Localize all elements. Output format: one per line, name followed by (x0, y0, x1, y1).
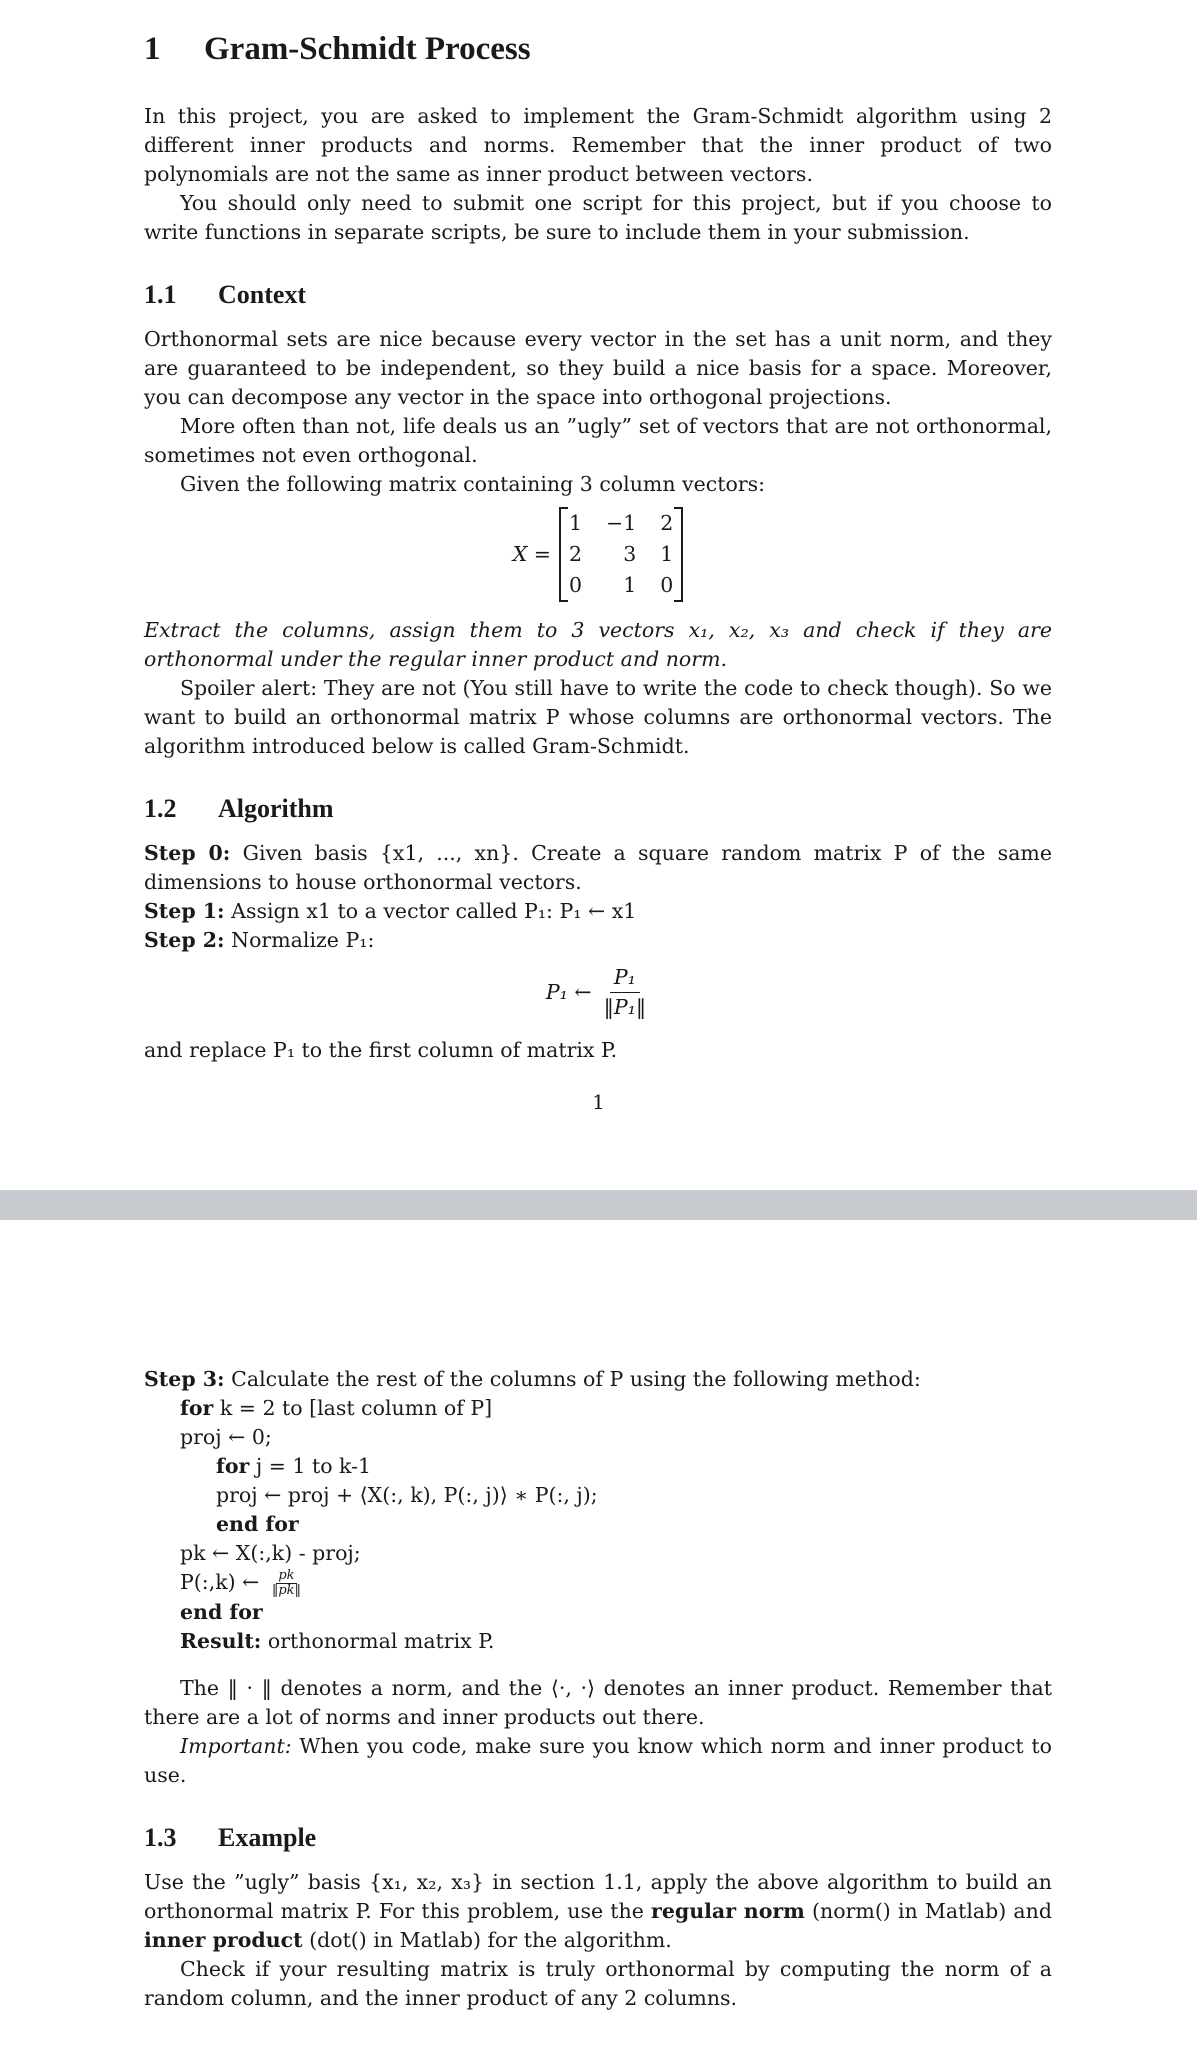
context-paragraph-2: More often than not, life deals us an ”ugly” set of vectors that are not orthonormal, sometimes not even orthogonal. (144, 414, 1052, 467)
matrix-cell: 1 (623, 573, 637, 597)
page-2 (0, 1220, 1197, 2048)
normalize-fraction (600, 963, 651, 1022)
fraction-denominator: ‖P₁‖ (603, 995, 647, 1019)
for-k-line: for k = 2 to [last column of P] (180, 1396, 493, 1420)
section-title: 1 Gram-Schmidt Process (144, 31, 531, 67)
matrix-cell: 0 (568, 573, 583, 597)
page-2-content (144, 1365, 1052, 2013)
example-paragraph-2: Check if your resulting matrix is truly orthonormal by computing the norm of a random column, and the inner product of any 2 columns. (144, 1957, 1052, 2010)
matrix-equation (144, 507, 1052, 602)
subsection-example-heading: 1.3 Example (144, 1823, 317, 1852)
italic-note: Extract the columns, assign them to 3 vectors x₁, x₂, x₃ and check if they are orthonormal under the regular inner product and norm. (144, 618, 1052, 671)
eq-lhs: P₁ ← (545, 980, 592, 1004)
step-0: Step 0: Given basis {x1, ..., xn}. Create a square random matrix P of the same dimensions to house orthonormal vectors. (144, 841, 1052, 894)
proj-update-line: proj ← proj + ⟨X(:, k), P(:, j)⟩ ∗ P(:, j); (216, 1483, 598, 1507)
algorithm-pseudocode (180, 1394, 1052, 1656)
intro-paragraph-2: You should only need to submit one script for this project, but if you choose to write functions in separate scripts, be sure to include them in your submission. (144, 191, 1052, 244)
matrix-cell: 3 (623, 542, 637, 566)
outer-end-for: end for (180, 1600, 263, 1624)
step-2: Step 2: Normalize P₁: (144, 928, 375, 952)
matrix-label: X = (512, 542, 551, 566)
for-j-line: for j = 1 to k-1 (216, 1454, 372, 1478)
example-paragraph-1: Use the ”ugly” basis {x₁, x₂, x₃} in section 1.1, apply the above algorithm to build an orthonormal matrix P. For this problem, use the regular norm (norm() in Matlab) and inner product (dot() in Matlab) for the algorithm. (144, 1870, 1052, 1952)
step-1: Step 1: Assign x1 to a vector called P₁: P₁ ← x1 (144, 899, 637, 923)
intro-paragraph-1: In this project, you are asked to implement the Gram-Schmidt algorithm using 2 different inner products and norms. Remember that the inner product of two polynomials are not the same as inner product between vectors. (144, 104, 1052, 186)
inner-end-for: end for (216, 1512, 299, 1536)
matrix-cell: 0 (660, 573, 674, 597)
pk-fraction: $\frac{pk}{‖pk‖}$ (271, 1568, 302, 1598)
subsection-context-heading: 1.1 Context (144, 280, 307, 309)
matrix-x (559, 507, 683, 602)
norms-paragraph: The ‖ · ‖ denotes a norm, and the ⟨·, ·⟩ denotes an inner product. Remember that there are a lot of norms and inner products out there. (144, 1676, 1052, 1729)
pk-line: pk ← X(:,k) - proj; (180, 1541, 361, 1565)
matrix-body (559, 507, 683, 602)
matrix-cell: 2 (568, 542, 583, 566)
step-3: Step 3: Calculate the rest of the columns of P using the following method: (144, 1367, 921, 1391)
page-1-content (144, 22, 1052, 1065)
matrix-cell: 1 (660, 542, 674, 566)
page-number: 1 (592, 1090, 605, 1114)
proj-init-line: proj ← 0; (180, 1425, 272, 1449)
fraction-numerator: P₁ (610, 963, 640, 993)
page-separator (0, 1190, 1197, 1220)
matrix-cell: 2 (660, 511, 674, 535)
context-paragraph-3: Given the following matrix containing 3 column vectors: (180, 472, 766, 496)
matrix-cell: −1 (606, 511, 637, 535)
context-paragraph-1: Orthonormal sets are nice because every vector in the set has a unit norm, and they are guaranteed to be independent, so they build a nice basis for a space. Moreover, you can decompose any vector in the space into orthogonal projections. (144, 327, 1052, 409)
result-line: Result: orthonormal matrix P. (180, 1629, 495, 1653)
subsection-algorithm-heading: 1.2 Algorithm (144, 794, 334, 823)
normalize-equation (144, 963, 1052, 1022)
context-paragraph-4: Spoiler alert: They are not (You still have to write the code to check though). So we want to build an orthonormal matrix P whose columns are orthonormal vectors. The algorithm introduced below is called Gram-Schmidt. (144, 676, 1052, 758)
matrix-cell: 1 (568, 511, 583, 535)
important-paragraph: Important: When you code, make sure you know which norm and inner product to use. (144, 1734, 1052, 1787)
pcol-line: P(:,k) ← $\frac{pk}{‖pk‖}$ (180, 1568, 302, 1598)
after-equation: and replace P₁ to the first column of matrix P. (144, 1038, 618, 1062)
